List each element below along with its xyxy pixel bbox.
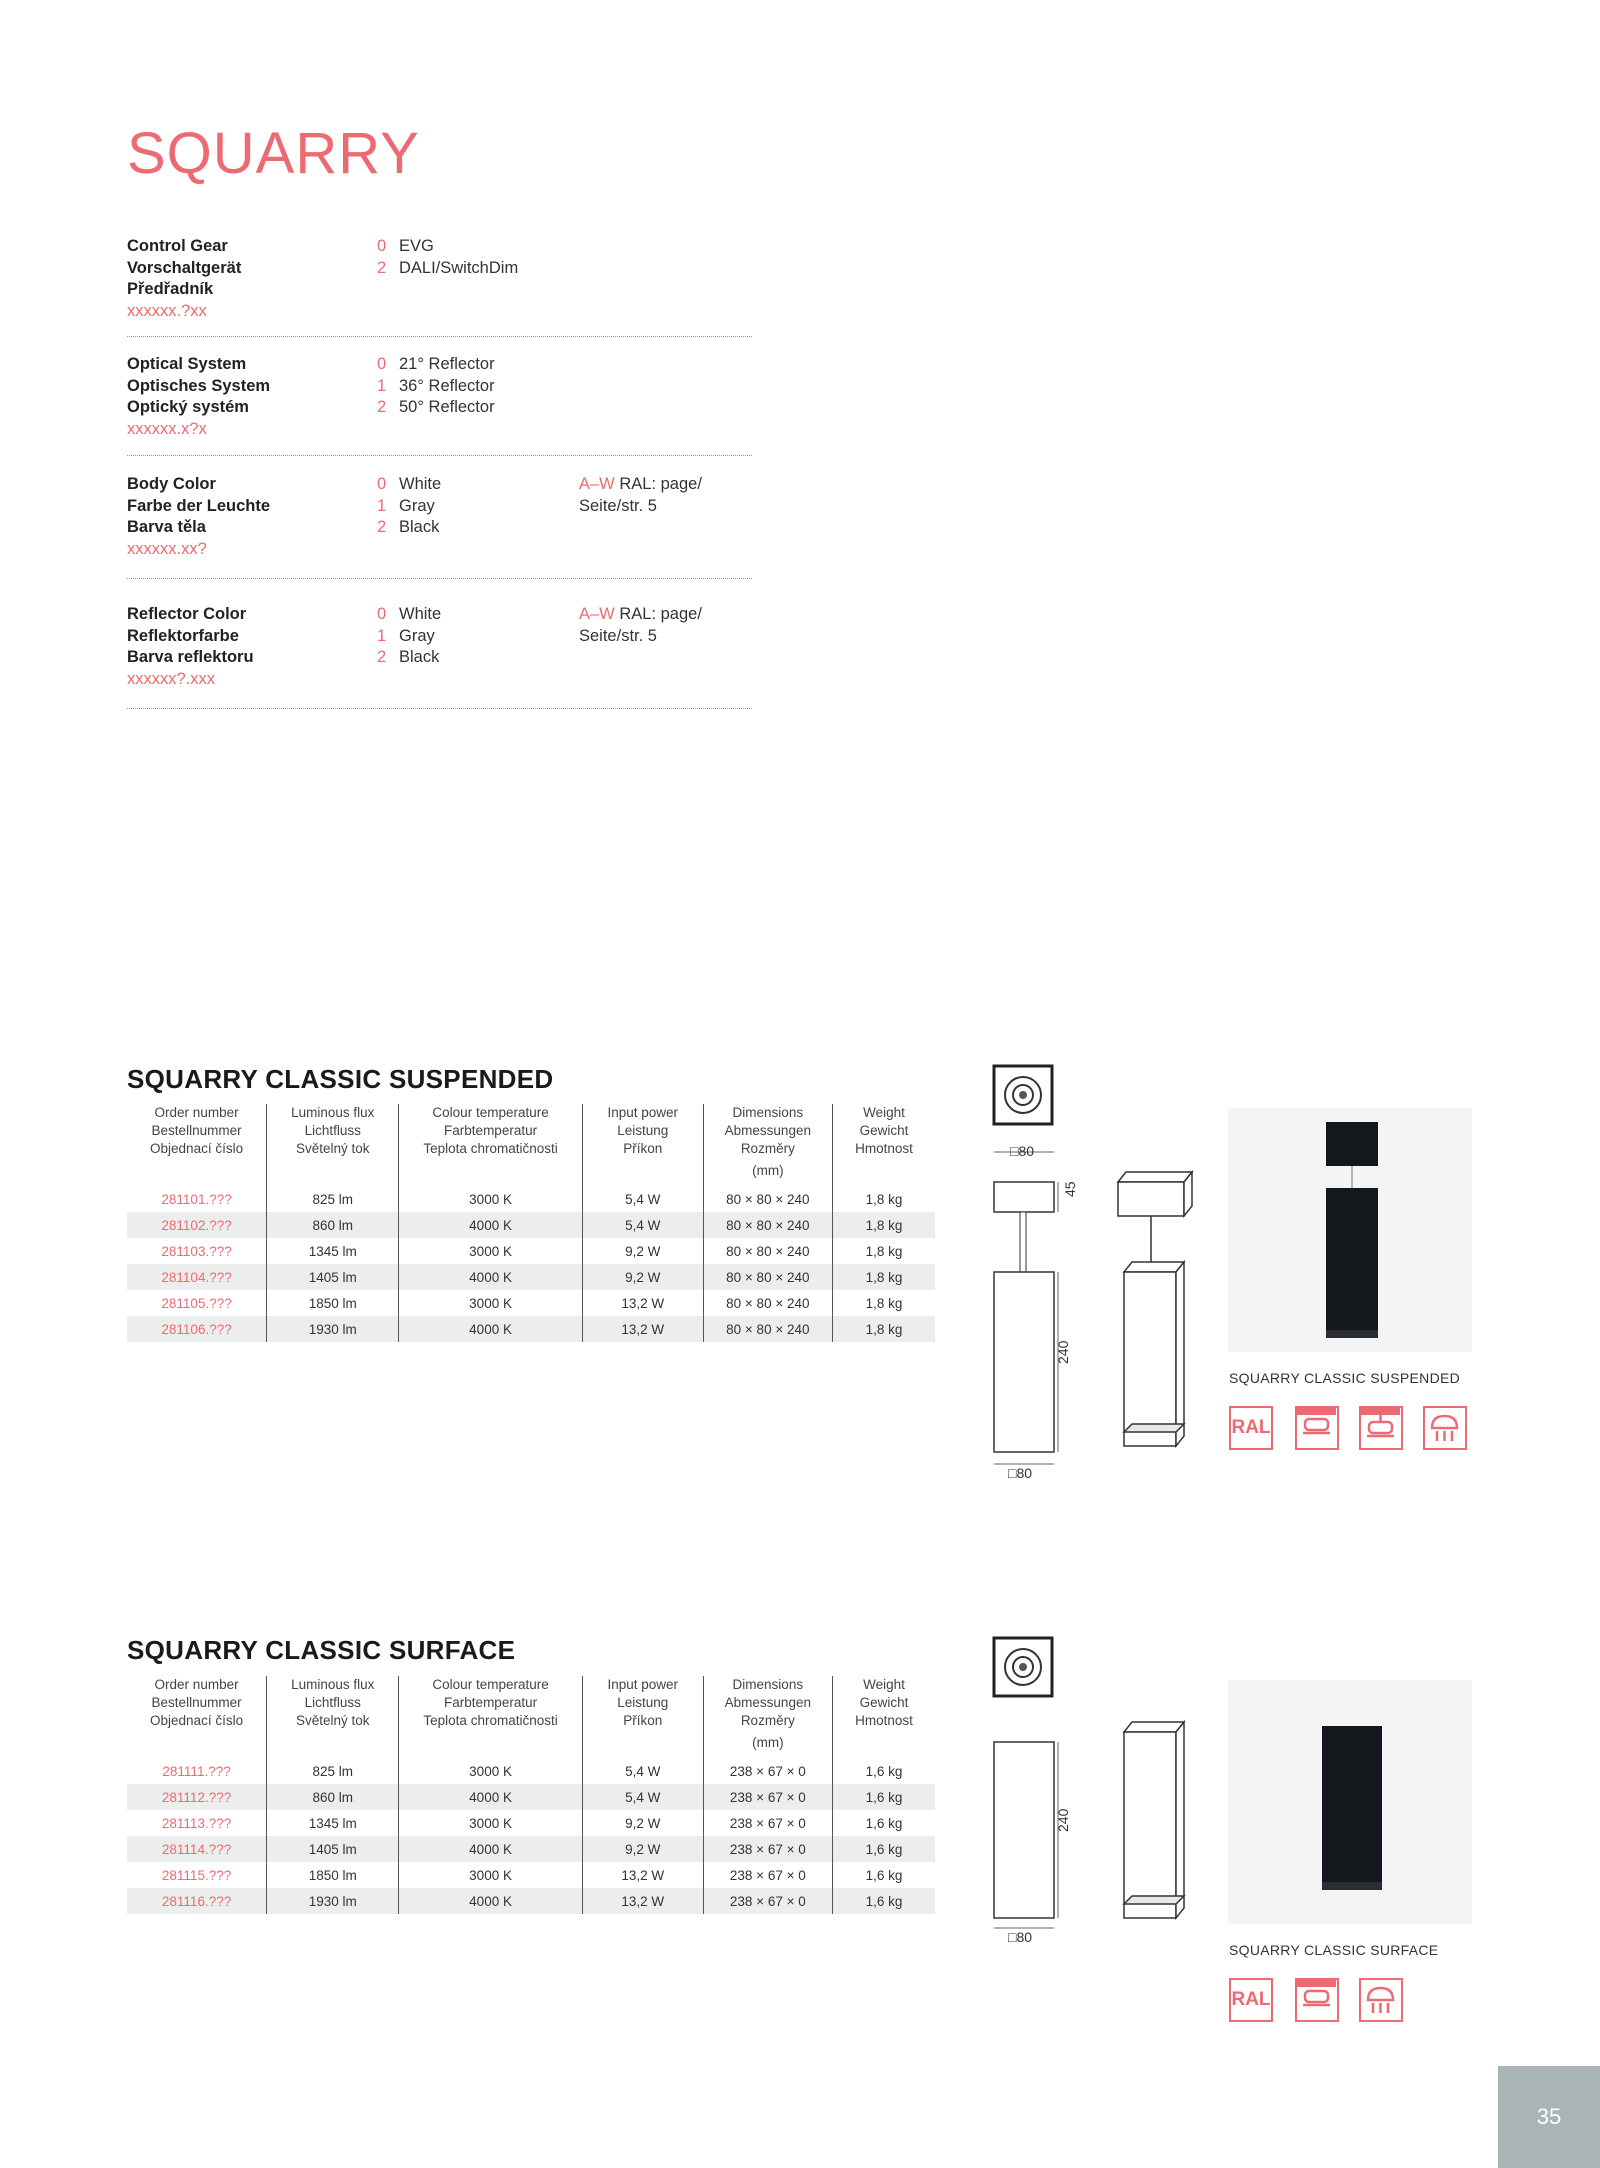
canopy-height-label: 45 bbox=[1062, 1181, 1078, 1197]
ral-note-line2: Seite/str. 5 bbox=[579, 496, 657, 515]
table-cell: 9,2 W bbox=[582, 1836, 703, 1862]
dimensions-unit: (mm) bbox=[752, 1163, 784, 1178]
table-row bbox=[127, 1316, 935, 1342]
option-label: Barva těla bbox=[127, 518, 206, 536]
column-header-line: Luminous flux bbox=[291, 1105, 375, 1120]
column-header bbox=[703, 1676, 832, 1758]
option-value-text: 36° Reflector bbox=[399, 376, 495, 395]
table-cell: 3000 K bbox=[399, 1238, 582, 1264]
option-labels bbox=[127, 236, 241, 322]
table-cell: 1,8 kg bbox=[832, 1264, 935, 1290]
table-row bbox=[127, 1862, 935, 1888]
column-header-line: Farbtemperatur bbox=[444, 1695, 538, 1710]
option-value-text: Gray bbox=[399, 626, 435, 645]
column-header-line: Abmessungen bbox=[724, 1123, 811, 1138]
option-code: xxxxxx.?xx bbox=[127, 301, 207, 320]
table-row bbox=[127, 1888, 935, 1914]
column-header-line: Farbtemperatur bbox=[444, 1123, 538, 1138]
table-cell: 238 × 67 × 0 bbox=[703, 1888, 832, 1914]
column-header-line: Objednací číslo bbox=[150, 1141, 244, 1156]
bottom-dimension-label: □80 bbox=[1008, 1465, 1033, 1481]
table-cell: 9,2 W bbox=[582, 1238, 703, 1264]
column-header-line: Dimensions bbox=[732, 1677, 804, 1692]
table-cell: 13,2 W bbox=[582, 1316, 703, 1342]
column-header bbox=[582, 1104, 703, 1186]
option-value-text: EVG bbox=[399, 237, 434, 255]
dimensions-unit: (mm) bbox=[752, 1735, 784, 1750]
column-header-line: Abmessungen bbox=[724, 1695, 811, 1710]
table-cell: 1,6 kg bbox=[832, 1888, 935, 1914]
option-value-text: Gray bbox=[399, 496, 435, 515]
column-header-line: Teplota chromatičnosti bbox=[423, 1141, 558, 1156]
option-value-row bbox=[377, 517, 441, 539]
table-cell: 1850 lm bbox=[267, 1862, 399, 1888]
option-value-number: 1 bbox=[377, 496, 387, 515]
surface-bottom-dimension-label: □80 bbox=[1008, 1929, 1033, 1945]
ral-note-line1: RAL: page/ bbox=[614, 605, 702, 623]
table-cell: 1,8 kg bbox=[832, 1238, 935, 1264]
table-cell: 3000 K bbox=[399, 1810, 582, 1836]
option-label: Optický systém bbox=[127, 398, 249, 416]
page-title: SQUARRY bbox=[127, 121, 420, 186]
column-header-line: Rozměry bbox=[740, 1141, 795, 1156]
column-header-line: Input power bbox=[607, 1105, 678, 1120]
ral-range: A–W bbox=[579, 475, 615, 493]
order-number-cell: 281105.??? bbox=[161, 1295, 232, 1311]
option-divider bbox=[127, 455, 752, 456]
option-value-text: Black bbox=[399, 648, 440, 666]
order-number-cell: 281111.??? bbox=[162, 1763, 231, 1779]
table-cell: 5,4 W bbox=[582, 1212, 703, 1238]
table-cell: 80 × 80 × 240 bbox=[703, 1212, 832, 1238]
option-value-row bbox=[377, 258, 518, 280]
page-number: 35 bbox=[1498, 2066, 1600, 2168]
option-value-row bbox=[377, 474, 441, 496]
table-cell: 238 × 67 × 0 bbox=[703, 1836, 832, 1862]
option-values bbox=[377, 604, 441, 669]
option-value-row bbox=[377, 376, 495, 398]
suspended-luminaire-image bbox=[1228, 1108, 1472, 1352]
table-cell: 4000 K bbox=[399, 1836, 582, 1862]
order-number-cell: 281106.??? bbox=[127, 1316, 267, 1342]
table-cell: 1405 lm bbox=[267, 1264, 399, 1290]
order-number-cell: 281102.??? bbox=[127, 1212, 267, 1238]
table-cell: 9,2 W bbox=[582, 1810, 703, 1836]
order-number-cell: 281101.??? bbox=[161, 1191, 232, 1207]
ral-range: A–W bbox=[579, 605, 615, 623]
option-value-text: White bbox=[399, 475, 442, 493]
table-cell: 3000 K bbox=[399, 1290, 582, 1316]
order-number-cell: 281104.??? bbox=[127, 1264, 267, 1290]
column-header-line: Teplota chromatičnosti bbox=[423, 1713, 558, 1728]
table-cell: 1,8 kg bbox=[832, 1316, 935, 1342]
table-row bbox=[127, 1264, 935, 1290]
surface-product-photo bbox=[1228, 1680, 1472, 1924]
column-header bbox=[399, 1104, 582, 1186]
surface-luminaire-image bbox=[1228, 1680, 1472, 1924]
table-cell: 1,6 kg bbox=[832, 1784, 935, 1810]
table-cell: 1345 lm bbox=[267, 1238, 399, 1264]
option-label: Optisches System bbox=[127, 376, 271, 395]
option-labels bbox=[127, 354, 270, 440]
column-header-line: Input power bbox=[607, 1677, 678, 1692]
body-height-label: 240 bbox=[1055, 1340, 1071, 1364]
table-row bbox=[127, 1836, 935, 1862]
suspended-mount-icon bbox=[1359, 1406, 1403, 1450]
column-header-line: Colour temperature bbox=[432, 1677, 549, 1692]
column-header-line: Gewicht bbox=[859, 1695, 909, 1710]
column-header bbox=[399, 1676, 582, 1758]
option-label: Control Gear bbox=[127, 237, 228, 255]
ceiling-mount-icon bbox=[1295, 1978, 1339, 2022]
option-value-number: 2 bbox=[377, 398, 387, 416]
table-cell: 4000 K bbox=[399, 1888, 582, 1914]
table-cell: 80 × 80 × 240 bbox=[703, 1186, 832, 1212]
table-cell: 80 × 80 × 240 bbox=[703, 1290, 832, 1316]
option-value-row bbox=[377, 604, 441, 626]
order-number-cell: 281113.??? bbox=[161, 1815, 232, 1831]
table-cell: 13,2 W bbox=[582, 1290, 703, 1316]
table-cell: 860 lm bbox=[267, 1784, 399, 1810]
column-header bbox=[267, 1104, 399, 1186]
option-value-row bbox=[377, 626, 441, 648]
table-row bbox=[127, 1238, 935, 1264]
suspended-spec-table bbox=[127, 1104, 935, 1342]
suspended-photo-caption: SQUARRY CLASSIC SUSPENDED bbox=[1229, 1370, 1461, 1386]
option-label: Optical System bbox=[127, 355, 247, 373]
table-cell: 80 × 80 × 240 bbox=[703, 1238, 832, 1264]
column-header-line: Hmotnost bbox=[855, 1141, 913, 1156]
column-header-line: Objednací číslo bbox=[150, 1713, 244, 1728]
column-header-line: Lichtfluss bbox=[304, 1123, 361, 1138]
ral-note-line2: Seite/str. 5 bbox=[579, 626, 657, 645]
column-header-line: Weight bbox=[863, 1105, 905, 1120]
order-number-cell: 281114.??? bbox=[127, 1836, 267, 1862]
option-value-row bbox=[377, 236, 518, 258]
option-value-number: 0 bbox=[377, 355, 387, 373]
suspended-technical-drawing bbox=[988, 1064, 1200, 1484]
table-cell: 4000 K bbox=[399, 1784, 582, 1810]
column-header-line: Order number bbox=[154, 1677, 239, 1692]
table-cell: 1850 lm bbox=[267, 1290, 399, 1316]
column-header-line: Leistung bbox=[617, 1695, 669, 1710]
table-cell: 1,6 kg bbox=[832, 1810, 935, 1836]
table-cell: 5,4 W bbox=[582, 1784, 703, 1810]
surface-technical-drawing bbox=[988, 1636, 1200, 1948]
option-label: Reflector Color bbox=[127, 605, 247, 623]
option-value-row bbox=[377, 354, 495, 376]
option-label: Reflektorfarbe bbox=[127, 626, 239, 645]
top-dimension-label: □80 bbox=[1010, 1143, 1035, 1159]
table-cell: 825 lm bbox=[267, 1186, 399, 1212]
option-value-number: 0 bbox=[377, 475, 387, 493]
table-cell: 80 × 80 × 240 bbox=[703, 1264, 832, 1290]
table-cell: 1,6 kg bbox=[832, 1836, 935, 1862]
column-header-line: Colour temperature bbox=[432, 1105, 549, 1120]
option-value-text: White bbox=[399, 605, 442, 623]
option-code: xxxxxx.x?x bbox=[127, 419, 207, 438]
ral-icon: RAL bbox=[1229, 1978, 1273, 2022]
surface-body-height-label: 240 bbox=[1055, 1808, 1071, 1832]
column-header bbox=[582, 1676, 703, 1758]
option-value-number: 1 bbox=[377, 376, 387, 395]
table-row bbox=[127, 1784, 935, 1810]
column-header-line: Weight bbox=[863, 1677, 905, 1692]
option-value-row bbox=[377, 647, 441, 669]
suspended-product-photo bbox=[1228, 1108, 1472, 1352]
table-cell: 1,6 kg bbox=[832, 1862, 935, 1888]
table-cell: 1930 lm bbox=[267, 1888, 399, 1914]
column-header-line: Order number bbox=[154, 1105, 239, 1120]
light-distribution-icon bbox=[1359, 1978, 1403, 2022]
option-value-text: Black bbox=[399, 518, 440, 536]
table-cell: 1,8 kg bbox=[832, 1186, 935, 1212]
ral-note bbox=[579, 474, 749, 517]
option-divider bbox=[127, 336, 752, 337]
light-distribution-icon bbox=[1423, 1406, 1467, 1450]
table-cell: 1,6 kg bbox=[832, 1758, 935, 1784]
option-label: Vorschaltgerät bbox=[127, 258, 242, 277]
surface-photo-caption: SQUARRY CLASSIC SURFACE bbox=[1229, 1942, 1439, 1958]
table-cell: 13,2 W bbox=[582, 1862, 703, 1888]
order-number-cell: 281116.??? bbox=[127, 1888, 267, 1914]
option-labels bbox=[127, 604, 254, 690]
surface-spec-table bbox=[127, 1676, 935, 1914]
column-header-line: Lichtfluss bbox=[304, 1695, 361, 1710]
option-value-number: 0 bbox=[377, 237, 387, 255]
table-cell: 9,2 W bbox=[582, 1264, 703, 1290]
column-header-line: Bestellnummer bbox=[151, 1123, 242, 1138]
table-cell: 238 × 67 × 0 bbox=[703, 1810, 832, 1836]
table-cell: 4000 K bbox=[399, 1212, 582, 1238]
order-number-cell: 281112.??? bbox=[127, 1784, 267, 1810]
option-values bbox=[377, 474, 441, 539]
table-cell: 1,8 kg bbox=[832, 1290, 935, 1316]
table-cell: 3000 K bbox=[399, 1186, 582, 1212]
table-cell: 1345 lm bbox=[267, 1810, 399, 1836]
ral-icon: RAL bbox=[1229, 1406, 1273, 1450]
column-header bbox=[267, 1676, 399, 1758]
table-cell: 1930 lm bbox=[267, 1316, 399, 1342]
option-value-number: 2 bbox=[377, 258, 387, 277]
column-header-line: Příkon bbox=[623, 1713, 663, 1728]
table-cell: 5,4 W bbox=[582, 1758, 703, 1784]
option-code: xxxxxx.xx? bbox=[127, 539, 207, 558]
table-cell: 238 × 67 × 0 bbox=[703, 1784, 832, 1810]
table-row bbox=[127, 1212, 935, 1238]
column-header-line: Rozměry bbox=[740, 1713, 795, 1728]
option-divider bbox=[127, 578, 752, 579]
column-header bbox=[127, 1676, 267, 1758]
column-header-line: Gewicht bbox=[859, 1123, 909, 1138]
column-header-line: Hmotnost bbox=[855, 1713, 913, 1728]
table-row bbox=[127, 1758, 935, 1784]
order-number-cell: 281103.??? bbox=[161, 1243, 232, 1259]
table-cell: 3000 K bbox=[399, 1862, 582, 1888]
column-header-line: Leistung bbox=[617, 1123, 669, 1138]
column-header-line: Příkon bbox=[623, 1141, 663, 1156]
option-value-number: 2 bbox=[377, 648, 387, 666]
option-label: Body Color bbox=[127, 475, 216, 493]
option-labels bbox=[127, 474, 270, 560]
column-header bbox=[832, 1676, 935, 1758]
column-header bbox=[127, 1104, 267, 1186]
column-header-line: Světelný tok bbox=[295, 1141, 370, 1156]
ral-note-line1: RAL: page/ bbox=[614, 475, 702, 493]
column-header-line: Světelný tok bbox=[295, 1713, 370, 1728]
table-cell: 238 × 67 × 0 bbox=[703, 1862, 832, 1888]
ceiling-mount-icon bbox=[1295, 1406, 1339, 1450]
table-cell: 4000 K bbox=[399, 1316, 582, 1342]
order-number-cell: 281115.??? bbox=[161, 1867, 232, 1883]
table-cell: 1405 lm bbox=[267, 1836, 399, 1862]
option-value-number: 1 bbox=[377, 626, 387, 645]
option-value-text: 21° Reflector bbox=[399, 355, 495, 373]
table-cell: 238 × 67 × 0 bbox=[703, 1758, 832, 1784]
table-row bbox=[127, 1186, 935, 1212]
option-value-text: DALI/SwitchDim bbox=[399, 258, 519, 277]
option-label: Barva reflektoru bbox=[127, 648, 254, 666]
table-cell: 80 × 80 × 240 bbox=[703, 1316, 832, 1342]
table-cell: 4000 K bbox=[399, 1264, 582, 1290]
surface-title: SQUARRY CLASSIC SURFACE bbox=[127, 1635, 516, 1665]
table-cell: 5,4 W bbox=[582, 1186, 703, 1212]
option-divider bbox=[127, 708, 752, 709]
column-header-line: Luminous flux bbox=[291, 1677, 375, 1692]
option-label: Farbe der Leuchte bbox=[127, 496, 271, 515]
option-value-row bbox=[377, 496, 441, 518]
column-header-line: Bestellnummer bbox=[151, 1695, 242, 1710]
option-code: xxxxxx?.xxx bbox=[127, 669, 216, 688]
column-header bbox=[832, 1104, 935, 1186]
column-header-line: Dimensions bbox=[732, 1105, 804, 1120]
table-cell: 860 lm bbox=[267, 1212, 399, 1238]
table-cell: 3000 K bbox=[399, 1758, 582, 1784]
table-row bbox=[127, 1290, 935, 1316]
ral-note bbox=[579, 604, 749, 647]
suspended-title: SQUARRY CLASSIC SUSPENDED bbox=[127, 1064, 554, 1094]
option-label: Předřadník bbox=[127, 280, 214, 298]
option-values bbox=[377, 236, 518, 279]
table-row bbox=[127, 1810, 935, 1836]
option-value-number: 2 bbox=[377, 518, 387, 536]
table-cell: 1,8 kg bbox=[832, 1212, 935, 1238]
column-header bbox=[703, 1104, 832, 1186]
option-value-number: 0 bbox=[377, 605, 387, 623]
option-value-text: 50° Reflector bbox=[399, 398, 495, 416]
option-value-row bbox=[377, 397, 495, 419]
table-cell: 13,2 W bbox=[582, 1888, 703, 1914]
table-cell: 825 lm bbox=[267, 1758, 399, 1784]
option-values bbox=[377, 354, 495, 419]
